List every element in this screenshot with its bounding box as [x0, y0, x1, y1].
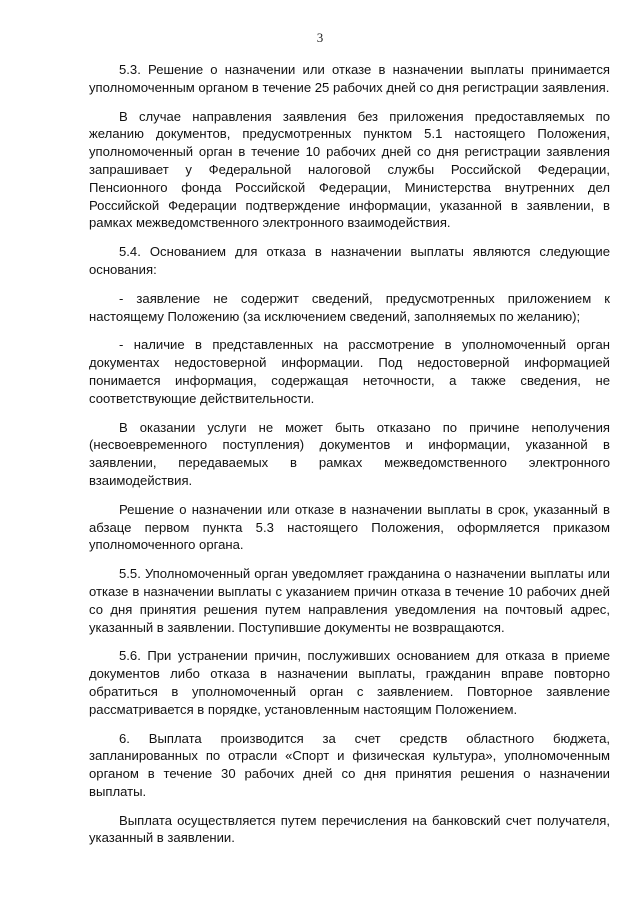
paragraph-payment-transfer: Выплата осуществляется путем перечисления на банковский счет получателя, указанный в заявлении.	[89, 812, 610, 846]
list-item-invalid-info: - наличие в представленных на рассмотрение в уполномоченный орган документах недостоверной информации. Под недостоверной информацией понимается информация, содержащая неточности, а также сведения, не соответствующие действительности.	[89, 337, 610, 406]
page-number: 3	[316, 30, 324, 45]
paragraph-5-6: 5.6. При устранении причин, послуживших основанием для отказа в приеме документов либо отказа в назначении выплаты, гражданин вправе повторно обратиться в уполномоченный орган с заявлением. Повторное заявление рассматривается в порядке, установленным настоящим Положением.	[89, 648, 610, 717]
paragraph-interagency-request: В случае направления заявления без приложения предоставляемых по желанию документов, предусмотренных пунктом 5.1 настоящего Положения, уполномоченный орган в течение 10 рабочих дней со дня регистрации заявления запрашивает у Федеральной налоговой службы Российской Федерации, Пенсионного фонда Российской Федерации, Министерства внутренних дел Российской Федерации подтверждение информации, указанной в заявлении, в рамках межведомственного электронного взаимодействия.	[89, 108, 610, 231]
document-body	[89, 61, 610, 858]
paragraph-no-refusal: В оказании услуги не может быть отказано по причине неполучения (несвоевременного поступления) документов и информации, указанной в заявлении, передаваемых в рамках межведомственного электронного взаимодействия.	[89, 419, 610, 488]
paragraph-5-5: 5.5. Уполномоченный орган уведомляет гражданина о назначении выплаты или отказе в назначении выплаты с указанием причин отказа в течение 10 рабочих дней со дня принятия решения путем направления уведомления на почтовый адрес, указанный в заявлении. Поступившие документы не возвращаются.	[89, 566, 610, 635]
paragraph-5-4: 5.4. Основанием для отказа в назначении выплаты являются следующие основания:	[89, 244, 610, 277]
paragraph-5-3: 5.3. Решение о назначении или отказе в назначении выплаты принимается уполномоченным органом в течение 25 рабочих дней со дня регистрации заявления.	[89, 62, 610, 95]
paragraph-order: Решение о назначении или отказе в назначении выплаты в срок, указанный в абзаце первом пункта 5.3 настоящего Положения, оформляется приказом уполномоченного органа.	[89, 501, 610, 553]
paragraph-6: 6. Выплата производится за счет средств областного бюджета, запланированных по отрасли «Спорт и физическая культура», уполномоченным органом в течение 30 рабочих дней со дня принятия решения о назначении выплаты.	[89, 730, 610, 799]
list-item-missing-info: - заявление не содержит сведений, предусмотренных приложением к настоящему Положению (за исключением сведений, заполняемых по желанию);	[89, 290, 610, 324]
